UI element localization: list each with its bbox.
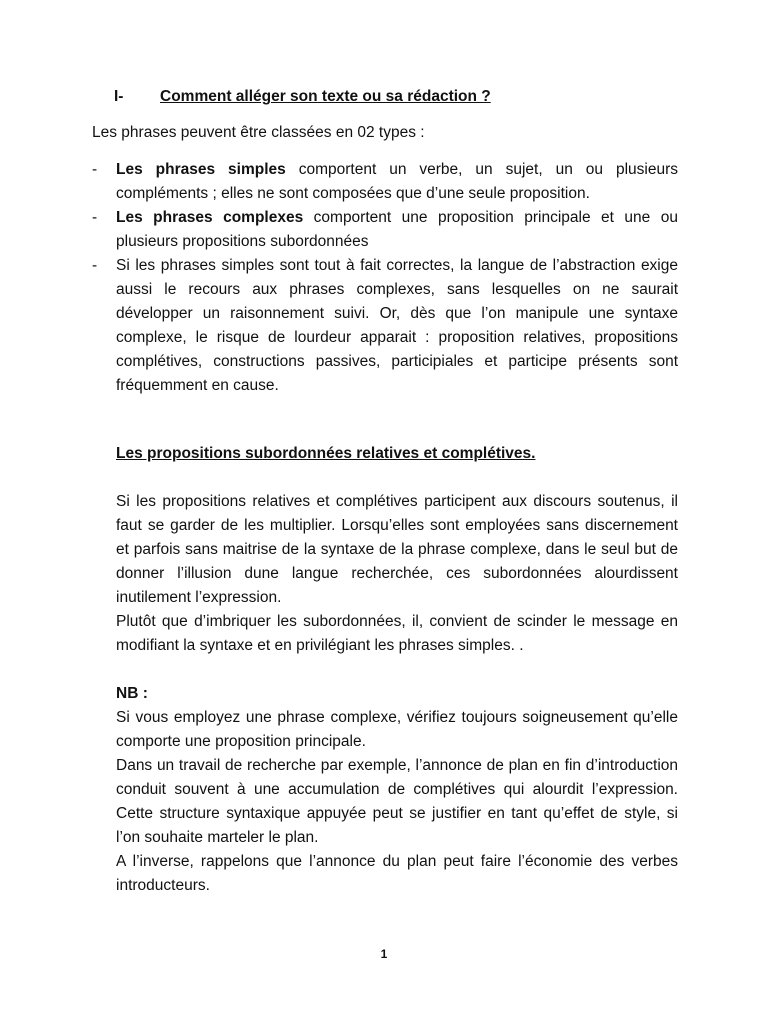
subsection-title: Les propositions subordonnées relatives et complétives. — [116, 445, 536, 462]
nb-paragraph: A l’inverse, rappelons que l’annonce du plan peut faire l’économie des verbes introducteurs. — [116, 853, 678, 894]
page-number: 1 — [380, 947, 388, 961]
body-paragraph: Plutôt que d’imbriquer les subordonnées, il, convient de scinder le message en modifiant la syntaxe et en privilégiant les phrases simples. . — [116, 613, 678, 654]
bullet-dash: - — [92, 161, 98, 178]
bullet-dash: - — [92, 209, 98, 226]
heading-title: Comment alléger son texte ou sa rédaction ? — [160, 88, 491, 105]
nb-paragraph: Dans un travail de recherche par exemple, l’annonce de plan en fin d’introduction conduit souvent à une accumulation de complétives qui alourdit l’expression. Cette structure syntaxique appuyée peut se justifier en tant qu’effet de style, si l’on souhaite marteler le plan. — [116, 757, 678, 846]
bullet-text: Si les phrases simples sont tout à fait correctes, la langue de l’abstraction exige aussi le recours aux phrases complexes, sans lesquelles on ne saurait développer un raisonnement suivi. Or, dès que l’on manipule une syntaxe complexe, le risque de lourdeur apparait : proposition relatives, propositions complétives, constructions passives, participiales et participe présents sont fréquemment en cause. — [116, 257, 678, 394]
list-item — [92, 254, 678, 398]
bullet-text: comportent un verbe, un sujet, un ou plusieurs compléments ; elles ne sont composées que d’une seule proposition. — [116, 161, 679, 202]
intro-paragraph: Les phrases peuvent être classées en 02 types : — [92, 124, 425, 141]
nb-label: NB : — [116, 685, 148, 702]
nb-block — [116, 682, 678, 898]
subsection-body — [116, 490, 678, 658]
list-item — [92, 206, 678, 254]
bullet-text: comportent une proposition principale et une ou plusieurs propositions subordonnées — [116, 209, 678, 250]
heading-number: I- — [114, 88, 124, 105]
body-paragraph: Si les propositions relatives et complétives participent aux discours soutenus, il faut se garder de les multiplier. Lorsqu’elles sont employées sans discernement et parfois sans maitrise de la syntaxe de la phrase complexe, dans le seul but de donner l’illusion dune langue recherchée, ces subordonnées alourdissent inutilement l’expression. — [116, 493, 678, 606]
list-item — [92, 158, 678, 206]
bullet-dash: - — [92, 257, 98, 274]
bullet-list — [92, 158, 678, 398]
bullet-bold-term: Les phrases simples — [116, 161, 286, 178]
bullet-bold-term: Les phrases complexes — [116, 209, 304, 226]
nb-paragraph: Si vous employez une phrase complexe, vérifiez toujours soigneusement qu’elle comporte une proposition principale. — [116, 709, 678, 750]
